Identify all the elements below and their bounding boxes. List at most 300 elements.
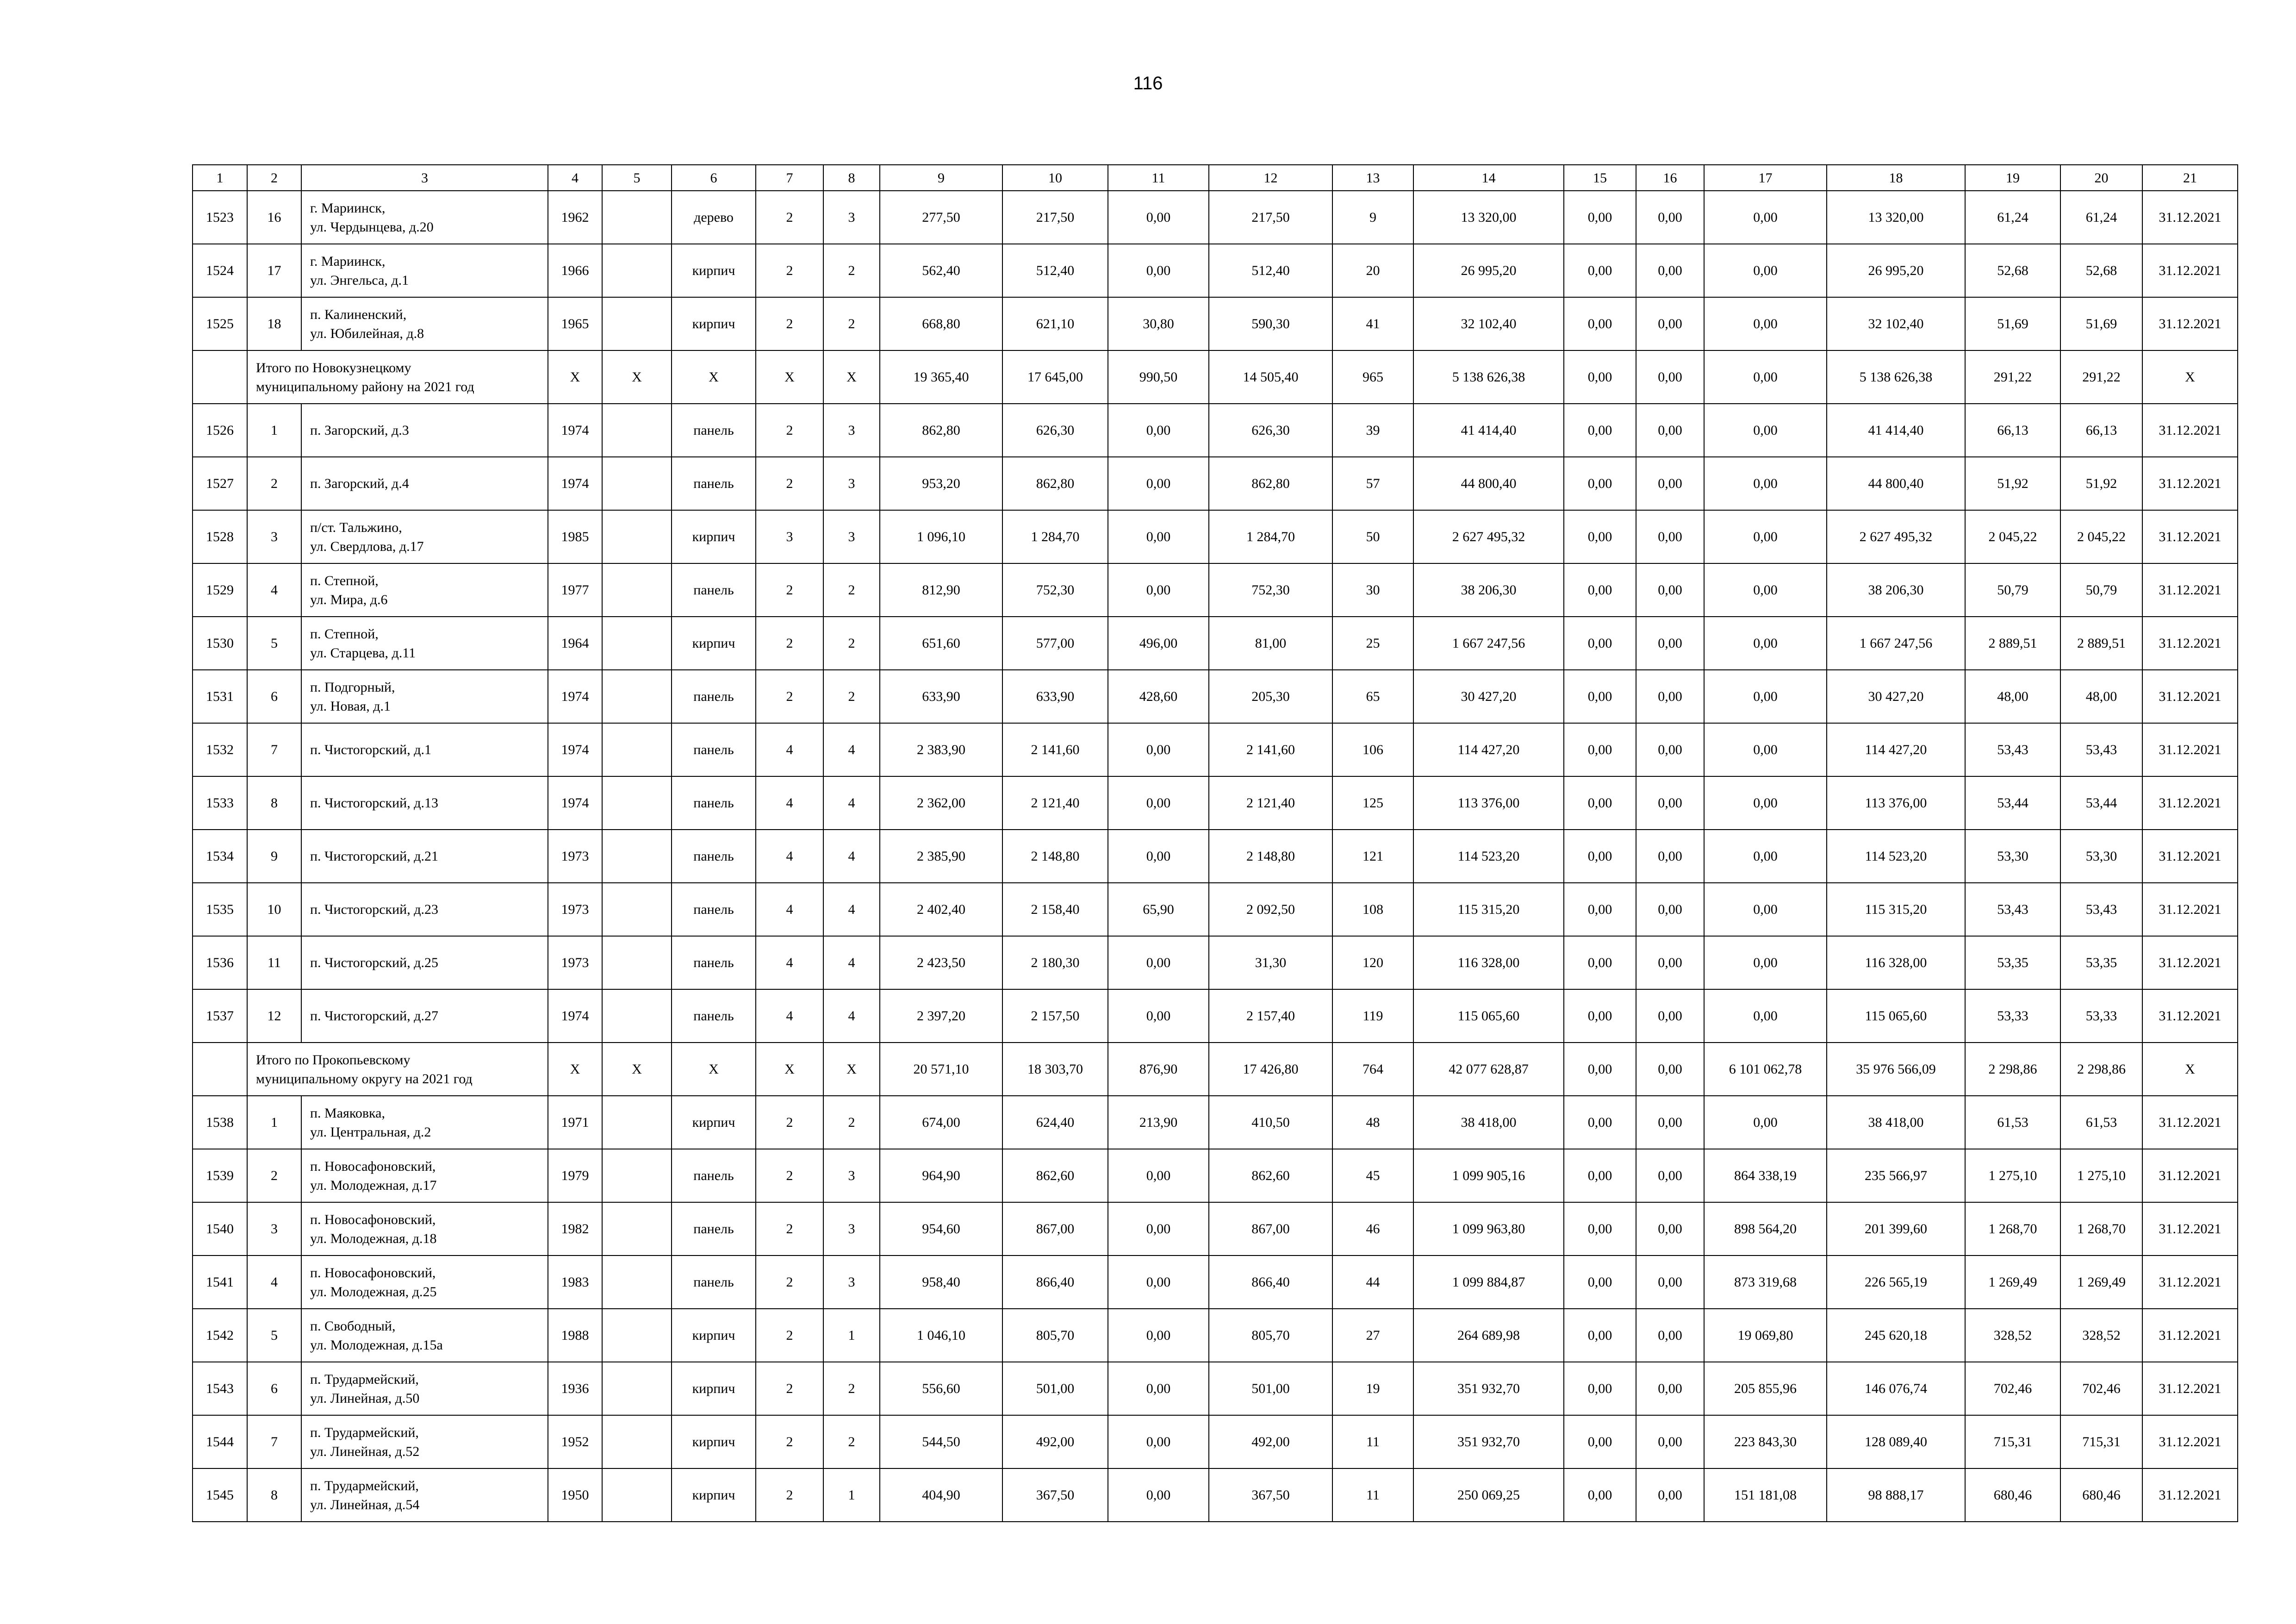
- column-number-header: 11: [1108, 165, 1209, 191]
- table-cell: кирпич: [672, 1468, 756, 1522]
- table-cell: 404,90: [880, 1468, 1002, 1522]
- table-cell: дерево: [672, 191, 756, 244]
- table-cell: 125: [1332, 776, 1413, 830]
- table-cell: панель: [672, 776, 756, 830]
- table-cell: 116 328,00: [1827, 936, 1965, 989]
- table-cell: 39: [1332, 404, 1413, 457]
- address-cell: п. Новосафоновский, ул. Молодежная, д.25: [301, 1255, 548, 1309]
- table-cell: 958,40: [880, 1255, 1002, 1309]
- table-cell: 0,00: [1564, 989, 1636, 1043]
- table-cell: 53,30: [1965, 830, 2060, 883]
- table-cell: 66,13: [1965, 404, 2060, 457]
- table-cell: 0,00: [1704, 883, 1827, 936]
- table-cell: 51,92: [2060, 457, 2142, 510]
- table-cell: 4: [823, 830, 880, 883]
- table-cell: 2: [756, 404, 823, 457]
- table-cell: кирпич: [672, 1362, 756, 1415]
- table-cell: 0,00: [1704, 776, 1827, 830]
- table-cell: 31.12.2021: [2142, 723, 2238, 776]
- table-cell: 20: [1332, 244, 1413, 297]
- subtotal-cell: X: [548, 1043, 602, 1096]
- subtotal-cell: X: [756, 1043, 823, 1096]
- column-number-header: 5: [602, 165, 672, 191]
- table-cell: 621,10: [1002, 297, 1108, 350]
- table-cell: 674,00: [880, 1096, 1002, 1149]
- table-cell: 31.12.2021: [2142, 1415, 2238, 1468]
- table-cell: 31,30: [1209, 936, 1332, 989]
- subtotal-row: [193, 350, 2238, 404]
- table-cell: 1524: [193, 244, 247, 297]
- table-cell: панель: [672, 936, 756, 989]
- table-cell: 1523: [193, 191, 247, 244]
- table-cell: панель: [672, 723, 756, 776]
- table-cell: 898 564,20: [1704, 1202, 1827, 1255]
- table-cell: 19 069,80: [1704, 1309, 1827, 1362]
- subtotal-cell: 2 298,86: [1965, 1043, 2060, 1096]
- table-cell: 1966: [548, 244, 602, 297]
- subtotal-cell: X: [672, 1043, 756, 1096]
- table-cell: 31.12.2021: [2142, 883, 2238, 936]
- table-row: [193, 830, 2238, 883]
- table-cell: 3: [756, 510, 823, 563]
- table-cell: 0,00: [1564, 617, 1636, 670]
- table-cell: 30: [1332, 563, 1413, 617]
- table-cell: 53,44: [2060, 776, 2142, 830]
- table-cell: 31.12.2021: [2142, 404, 2238, 457]
- table-cell: 0,00: [1636, 297, 1704, 350]
- table-cell: 3: [247, 1202, 301, 1255]
- table-cell: 115 065,60: [1413, 989, 1564, 1043]
- table-cell: кирпич: [672, 1415, 756, 1468]
- table-cell: 2: [247, 1149, 301, 1202]
- table-cell: 0,00: [1636, 776, 1704, 830]
- table-cell: 4: [756, 776, 823, 830]
- table-cell: [602, 936, 672, 989]
- table-cell: 752,30: [1002, 563, 1108, 617]
- table-cell: 4: [756, 989, 823, 1043]
- table-cell: 106: [1332, 723, 1413, 776]
- table-cell: 2: [756, 1149, 823, 1202]
- table-cell: 31.12.2021: [2142, 776, 2238, 830]
- table-cell: 66,13: [2060, 404, 2142, 457]
- table-cell: [602, 1096, 672, 1149]
- address-cell: п. Чистогорский, д.27: [301, 989, 548, 1043]
- table-cell: 1974: [548, 404, 602, 457]
- table-cell: [602, 1202, 672, 1255]
- table-cell: 1 269,49: [1965, 1255, 2060, 1309]
- subtotal-cell: 990,50: [1108, 350, 1209, 404]
- table-cell: 1527: [193, 457, 247, 510]
- table-cell: 115 065,60: [1827, 989, 1965, 1043]
- table-cell: 30,80: [1108, 297, 1209, 350]
- column-number-header: 21: [2142, 165, 2238, 191]
- subtotal-cell: 18 303,70: [1002, 1043, 1108, 1096]
- table-cell: 48,00: [2060, 670, 2142, 723]
- table-cell: 1 284,70: [1002, 510, 1108, 563]
- table-cell: 954,60: [880, 1202, 1002, 1255]
- table-cell: 201 399,60: [1827, 1202, 1965, 1255]
- table-cell: панель: [672, 563, 756, 617]
- address-cell: п/ст. Тальжино, ул. Свердлова, д.17: [301, 510, 548, 563]
- subtotal-label: Итого по Новокузнецкому муниципальному району на 2021 год: [247, 350, 548, 404]
- table-cell: 53,43: [2060, 723, 2142, 776]
- table-cell: 0,00: [1564, 1362, 1636, 1415]
- table-cell: 1950: [548, 1468, 602, 1522]
- address-cell: п. Калиненский, ул. Юбилейная, д.8: [301, 297, 548, 350]
- table-cell: 4: [247, 563, 301, 617]
- table-cell: 151 181,08: [1704, 1468, 1827, 1522]
- subtotal-cell: 42 077 628,87: [1413, 1043, 1564, 1096]
- address-cell: п. Трудармейский, ул. Линейная, д.54: [301, 1468, 548, 1522]
- table-cell: 805,70: [1209, 1309, 1332, 1362]
- table-cell: 668,80: [880, 297, 1002, 350]
- table-cell: 0,00: [1108, 404, 1209, 457]
- table-cell: 53,43: [1965, 723, 2060, 776]
- table-cell: 38 418,00: [1413, 1096, 1564, 1149]
- table-cell: 1531: [193, 670, 247, 723]
- table-cell: 0,00: [1704, 457, 1827, 510]
- subtotal-row: [193, 1043, 2238, 1096]
- table-cell: 1974: [548, 776, 602, 830]
- table-cell: 0,00: [1564, 723, 1636, 776]
- table-cell: 805,70: [1002, 1309, 1108, 1362]
- table-cell: 367,50: [1002, 1468, 1108, 1522]
- table-body: [193, 165, 2238, 1522]
- table-cell: 1 268,70: [1965, 1202, 2060, 1255]
- table-cell: 0,00: [1564, 191, 1636, 244]
- subtotal-cell: X: [823, 1043, 880, 1096]
- address-cell: п. Чистогорский, д.1: [301, 723, 548, 776]
- table-row: [193, 723, 2238, 776]
- table-cell: 1544: [193, 1415, 247, 1468]
- table-cell: 44 800,40: [1827, 457, 1965, 510]
- table-cell: 0,00: [1108, 510, 1209, 563]
- table-cell: 1 284,70: [1209, 510, 1332, 563]
- table-cell: 4: [823, 723, 880, 776]
- table-cell: 1 667 247,56: [1827, 617, 1965, 670]
- table-cell: 4: [756, 830, 823, 883]
- column-number-header: 4: [548, 165, 602, 191]
- table-cell: 590,30: [1209, 297, 1332, 350]
- table-cell: 4: [823, 883, 880, 936]
- table-cell: 0,00: [1108, 457, 1209, 510]
- table-cell: 16: [247, 191, 301, 244]
- table-cell: 3: [823, 510, 880, 563]
- subtotal-cell: 291,22: [1965, 350, 2060, 404]
- table-cell: 1: [247, 404, 301, 457]
- table-cell: 496,00: [1108, 617, 1209, 670]
- table-cell: 2 141,60: [1002, 723, 1108, 776]
- table-cell: 3: [823, 457, 880, 510]
- table-cell: 633,90: [1002, 670, 1108, 723]
- table-cell: 351 932,70: [1413, 1415, 1564, 1468]
- table-row: [193, 1255, 2238, 1309]
- table-cell: 626,30: [1002, 404, 1108, 457]
- table-cell: 48: [1332, 1096, 1413, 1149]
- subtotal-cell: 2 298,86: [2060, 1043, 2142, 1096]
- table-cell: 1529: [193, 563, 247, 617]
- table-row: [193, 670, 2238, 723]
- table-cell: 0,00: [1108, 1202, 1209, 1255]
- table-cell: [602, 830, 672, 883]
- table-cell: 11: [1332, 1468, 1413, 1522]
- table-cell: 146 076,74: [1827, 1362, 1965, 1415]
- table-cell: 2: [756, 1202, 823, 1255]
- table-cell: 3: [823, 404, 880, 457]
- table-cell: 19: [1332, 1362, 1413, 1415]
- table-cell: 1 275,10: [1965, 1149, 2060, 1202]
- table-cell: 41 414,40: [1413, 404, 1564, 457]
- table-cell: 2: [756, 1468, 823, 1522]
- table-cell: 0,00: [1704, 510, 1827, 563]
- address-cell: п. Степной, ул. Старцева, д.11: [301, 617, 548, 670]
- subtotal-cell: 19 365,40: [880, 350, 1002, 404]
- table-cell: [602, 883, 672, 936]
- table-cell: 45: [1332, 1149, 1413, 1202]
- table-cell: 52,68: [2060, 244, 2142, 297]
- table-cell: [602, 989, 672, 1043]
- table-cell: 31.12.2021: [2142, 830, 2238, 883]
- subtotal-cell: 291,22: [2060, 350, 2142, 404]
- table-cell: 7: [247, 1415, 301, 1468]
- table-cell: 0,00: [1108, 191, 1209, 244]
- table-cell: 31.12.2021: [2142, 1202, 2238, 1255]
- table-cell: 0,00: [1636, 1415, 1704, 1468]
- table-cell: 2: [823, 297, 880, 350]
- table-cell: 0,00: [1108, 1362, 1209, 1415]
- table-cell: 562,40: [880, 244, 1002, 297]
- table-row: [193, 1468, 2238, 1522]
- table-cell: 2: [823, 244, 880, 297]
- table-cell: 115 315,20: [1413, 883, 1564, 936]
- table-cell: 624,40: [1002, 1096, 1108, 1149]
- table-cell: кирпич: [672, 510, 756, 563]
- table-cell: 0,00: [1108, 1309, 1209, 1362]
- table-cell: 38 418,00: [1827, 1096, 1965, 1149]
- table-cell: 2 423,50: [880, 936, 1002, 989]
- table-cell: 2: [756, 297, 823, 350]
- table-cell: 108: [1332, 883, 1413, 936]
- subtotal-label: Итого по Прокопьевскому муниципальному округу на 2021 год: [247, 1043, 548, 1096]
- subtotal-cell: 5 138 626,38: [1413, 350, 1564, 404]
- table-cell: 0,00: [1636, 1149, 1704, 1202]
- table-cell: 2 362,00: [880, 776, 1002, 830]
- page-number: 116: [1133, 73, 1163, 94]
- table-cell: 0,00: [1636, 670, 1704, 723]
- table-cell: 53,43: [1965, 883, 2060, 936]
- table-cell: 2: [823, 563, 880, 617]
- table-cell: 2 889,51: [1965, 617, 2060, 670]
- table-cell: кирпич: [672, 1309, 756, 1362]
- table-cell: 41 414,40: [1827, 404, 1965, 457]
- table-cell: 27: [1332, 1309, 1413, 1362]
- table-cell: 0,00: [1636, 244, 1704, 297]
- subtotal-cell: X: [602, 350, 672, 404]
- table-cell: 119: [1332, 989, 1413, 1043]
- table-cell: 10: [247, 883, 301, 936]
- table-cell: 12: [247, 989, 301, 1043]
- table-cell: 1974: [548, 670, 602, 723]
- table-cell: 0,00: [1564, 1149, 1636, 1202]
- table-cell: 30 427,20: [1413, 670, 1564, 723]
- table-cell: 2 158,40: [1002, 883, 1108, 936]
- table-cell: [602, 776, 672, 830]
- table-cell: панель: [672, 670, 756, 723]
- table-cell: 1952: [548, 1415, 602, 1468]
- table-cell: 410,50: [1209, 1096, 1332, 1149]
- table-cell: 1982: [548, 1202, 602, 1255]
- table-cell: 0,00: [1636, 936, 1704, 989]
- address-cell: п. Чистогорский, д.25: [301, 936, 548, 989]
- table-cell: 128 089,40: [1827, 1415, 1965, 1468]
- table-cell: 964,90: [880, 1149, 1002, 1202]
- table-cell: 0,00: [1636, 510, 1704, 563]
- column-number-header: 15: [1564, 165, 1636, 191]
- table-cell: 0,00: [1108, 830, 1209, 883]
- column-number-header: 19: [1965, 165, 2060, 191]
- table-cell: 2 627 495,32: [1827, 510, 1965, 563]
- table-cell: 626,30: [1209, 404, 1332, 457]
- table-cell: 205,30: [1209, 670, 1332, 723]
- table-cell: 2 148,80: [1209, 830, 1332, 883]
- table-cell: 61,53: [2060, 1096, 2142, 1149]
- table-cell: 1936: [548, 1362, 602, 1415]
- table-cell: 2: [823, 617, 880, 670]
- table-cell: 120: [1332, 936, 1413, 989]
- address-cell: п. Чистогорский, д.23: [301, 883, 548, 936]
- table-cell: [602, 244, 672, 297]
- table-cell: 1 269,49: [2060, 1255, 2142, 1309]
- table-cell: 264 689,98: [1413, 1309, 1564, 1362]
- table-cell: 0,00: [1564, 1255, 1636, 1309]
- table-cell: 41: [1332, 297, 1413, 350]
- subtotal-cell: 20 571,10: [880, 1043, 1002, 1096]
- table-cell: 1538: [193, 1096, 247, 1149]
- table-row: [193, 776, 2238, 830]
- subtotal-cell: 5 138 626,38: [1827, 350, 1965, 404]
- table-cell: 0,00: [1564, 830, 1636, 883]
- table-cell: 544,50: [880, 1415, 1002, 1468]
- table-cell: 0,00: [1704, 830, 1827, 883]
- table-cell: 52,68: [1965, 244, 2060, 297]
- table-cell: 0,00: [1564, 883, 1636, 936]
- table-cell: 512,40: [1209, 244, 1332, 297]
- table-cell: 61,53: [1965, 1096, 2060, 1149]
- table-row: [193, 244, 2238, 297]
- subtotal-cell: 17 426,80: [1209, 1043, 1332, 1096]
- table-cell: 11: [1332, 1415, 1413, 1468]
- table-cell: 1988: [548, 1309, 602, 1362]
- table-cell: 0,00: [1636, 1309, 1704, 1362]
- subtotal-cell: X: [756, 350, 823, 404]
- table-cell: 114 523,20: [1413, 830, 1564, 883]
- table-cell: 2: [756, 670, 823, 723]
- table-cell: 2 157,40: [1209, 989, 1332, 1043]
- column-number-header: 3: [301, 165, 548, 191]
- address-cell: п. Новосафоновский, ул. Молодежная, д.17: [301, 1149, 548, 1202]
- subtotal-cell: 0,00: [1704, 350, 1827, 404]
- table-cell: 577,00: [1002, 617, 1108, 670]
- table-cell: 32 102,40: [1827, 297, 1965, 350]
- table-cell: 1 096,10: [880, 510, 1002, 563]
- table-cell: 1985: [548, 510, 602, 563]
- subtotal-cell: X: [823, 350, 880, 404]
- table-cell: 1974: [548, 723, 602, 776]
- table-cell: 2: [823, 1362, 880, 1415]
- table-cell: 2 045,22: [1965, 510, 2060, 563]
- table-cell: 2 889,51: [2060, 617, 2142, 670]
- table-cell: 30 427,20: [1827, 670, 1965, 723]
- table-cell: панель: [672, 1149, 756, 1202]
- table-cell: 2 627 495,32: [1413, 510, 1564, 563]
- subtotal-cell: 0,00: [1636, 1043, 1704, 1096]
- table-cell: 0,00: [1108, 563, 1209, 617]
- table-cell: 1526: [193, 404, 247, 457]
- table-cell: 53,33: [1965, 989, 2060, 1043]
- table-cell: 1535: [193, 883, 247, 936]
- table-cell: 13 320,00: [1413, 191, 1564, 244]
- table-cell: 651,60: [880, 617, 1002, 670]
- table-cell: 115 315,20: [1827, 883, 1965, 936]
- table-cell: 235 566,97: [1827, 1149, 1965, 1202]
- table-cell: 31.12.2021: [2142, 936, 2238, 989]
- table-cell: 51,69: [2060, 297, 2142, 350]
- table-cell: 2: [823, 670, 880, 723]
- table-cell: 953,20: [880, 457, 1002, 510]
- table-cell: 0,00: [1108, 1255, 1209, 1309]
- table-cell: 1533: [193, 776, 247, 830]
- table-cell: 1962: [548, 191, 602, 244]
- table-cell: кирпич: [672, 617, 756, 670]
- table-cell: 0,00: [1636, 617, 1704, 670]
- table-cell: 1545: [193, 1468, 247, 1522]
- table-cell: 205 855,96: [1704, 1362, 1827, 1415]
- table-cell: 2 045,22: [2060, 510, 2142, 563]
- table-cell: [602, 510, 672, 563]
- address-cell: п. Чистогорский, д.21: [301, 830, 548, 883]
- table-cell: 2 121,40: [1002, 776, 1108, 830]
- address-cell: п. Загорский, д.3: [301, 404, 548, 457]
- table-cell: 113 376,00: [1827, 776, 1965, 830]
- table-cell: 812,90: [880, 563, 1002, 617]
- table-cell: 0,00: [1636, 191, 1704, 244]
- table-cell: 0,00: [1564, 1202, 1636, 1255]
- empty-cell: [193, 1043, 247, 1096]
- table-row: [193, 191, 2238, 244]
- table-row: [193, 297, 2238, 350]
- table-cell: 46: [1332, 1202, 1413, 1255]
- table-cell: 51,69: [1965, 297, 2060, 350]
- table-cell: 0,00: [1704, 723, 1827, 776]
- table-cell: 0,00: [1704, 1096, 1827, 1149]
- table-cell: 245 620,18: [1827, 1309, 1965, 1362]
- table-cell: 0,00: [1704, 936, 1827, 989]
- table-cell: 1534: [193, 830, 247, 883]
- table-row: [193, 1202, 2238, 1255]
- table-cell: [602, 191, 672, 244]
- table-cell: 1: [823, 1468, 880, 1522]
- table-cell: 31.12.2021: [2142, 1362, 2238, 1415]
- table-cell: 501,00: [1209, 1362, 1332, 1415]
- table-cell: 250 069,25: [1413, 1468, 1564, 1522]
- table-cell: [602, 670, 672, 723]
- table-cell: 3: [823, 191, 880, 244]
- column-number-header: 10: [1002, 165, 1108, 191]
- table-cell: 61,24: [2060, 191, 2142, 244]
- table-cell: панель: [672, 989, 756, 1043]
- table-cell: 1973: [548, 830, 602, 883]
- table-cell: 13 320,00: [1827, 191, 1965, 244]
